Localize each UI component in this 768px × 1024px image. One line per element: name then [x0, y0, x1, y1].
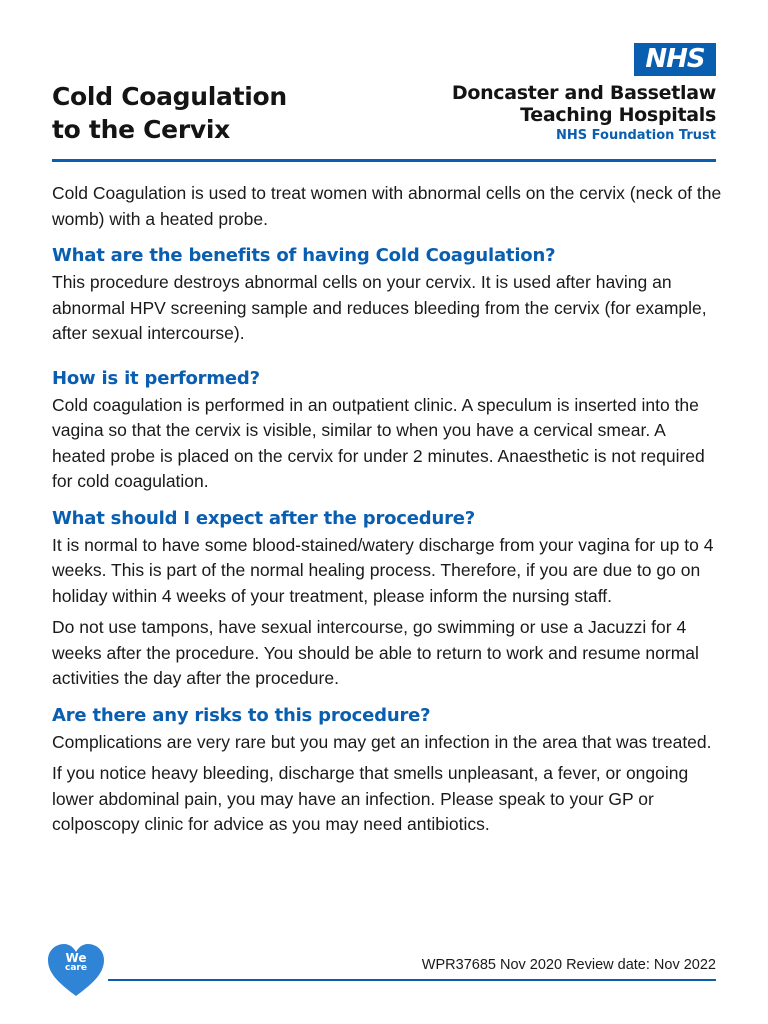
section-paragraph: Complications are very rare but you may get an infection in the area that was treated. [52, 731, 712, 752]
trust-name [386, 82, 716, 126]
document-body [52, 181, 722, 838]
header-divider [52, 159, 716, 162]
section-heading-how-performed: How is it performed? [52, 367, 260, 389]
section-paragraph: Do not use tampons, have sexual intercourse, go swimming or use a Jacuzzi for 4 weeks after the procedure. You should be able to return to work and resume normal activities the day after the procedure. [52, 617, 699, 688]
document-title [52, 80, 372, 146]
section-heading-what-to-expect: What should I expect after the procedure? [52, 507, 475, 529]
trust-name-line-2: Teaching Hospitals [520, 104, 716, 126]
trust-name-line-1: Doncaster and Bassetlaw [451, 82, 716, 104]
nhs-logo: NHS [634, 43, 716, 76]
section-paragraph: Cold coagulation is performed in an outpatient clinic. A speculum is inserted into the vagina so that the cervix is visible, similar to when you have a cervical smear. A heated probe is placed on the cervix for under 2 minutes. Anaesthetic is not required for cold coagulation. [52, 394, 705, 491]
section-heading-benefits: What are the benefits of having Cold Coagulation? [52, 245, 556, 266]
section-paragraph: If you notice heavy bleeding, discharge that smells unpleasant, a fever, or ongoing lower abdominal pain, you may have an infection. Please speak to your GP or colposcopy clinic for advice as you may need antibiotics. [52, 763, 689, 834]
trust-subtitle: NHS Foundation Trust [556, 128, 716, 143]
title-line-1: Cold Coagulation [52, 82, 287, 111]
we-care-line-2: care [65, 963, 87, 973]
section-paragraph: It is normal to have some blood-stained/watery discharge from your vagina for up to 4 weeks. This is part of the normal healing process. Therefore, if you are due to go on holiday within 4 weeks of your treatment, please inform the nursing staff. [52, 534, 714, 606]
document-reference: WPR37685 Nov 2020 Review date: Nov 2022 [421, 957, 716, 973]
section-paragraph: This procedure destroys abnormal cells on your cervix. It is used after having an abnormal HPV screening sample and reduces bleeding from the cervix (for example, after sexual intercourse). [52, 272, 707, 343]
we-care-line-1: We [65, 951, 87, 965]
intro-paragraph: Cold Coagulation is used to treat women with abnormal cells on the cervix (neck of the womb) with a heated probe. [52, 183, 722, 229]
section-heading-risks: Are there any risks to this procedure? [52, 704, 431, 726]
footer-divider [108, 979, 716, 981]
we-care-badge-text [46, 953, 106, 973]
title-line-2: to the Cervix [52, 115, 230, 144]
